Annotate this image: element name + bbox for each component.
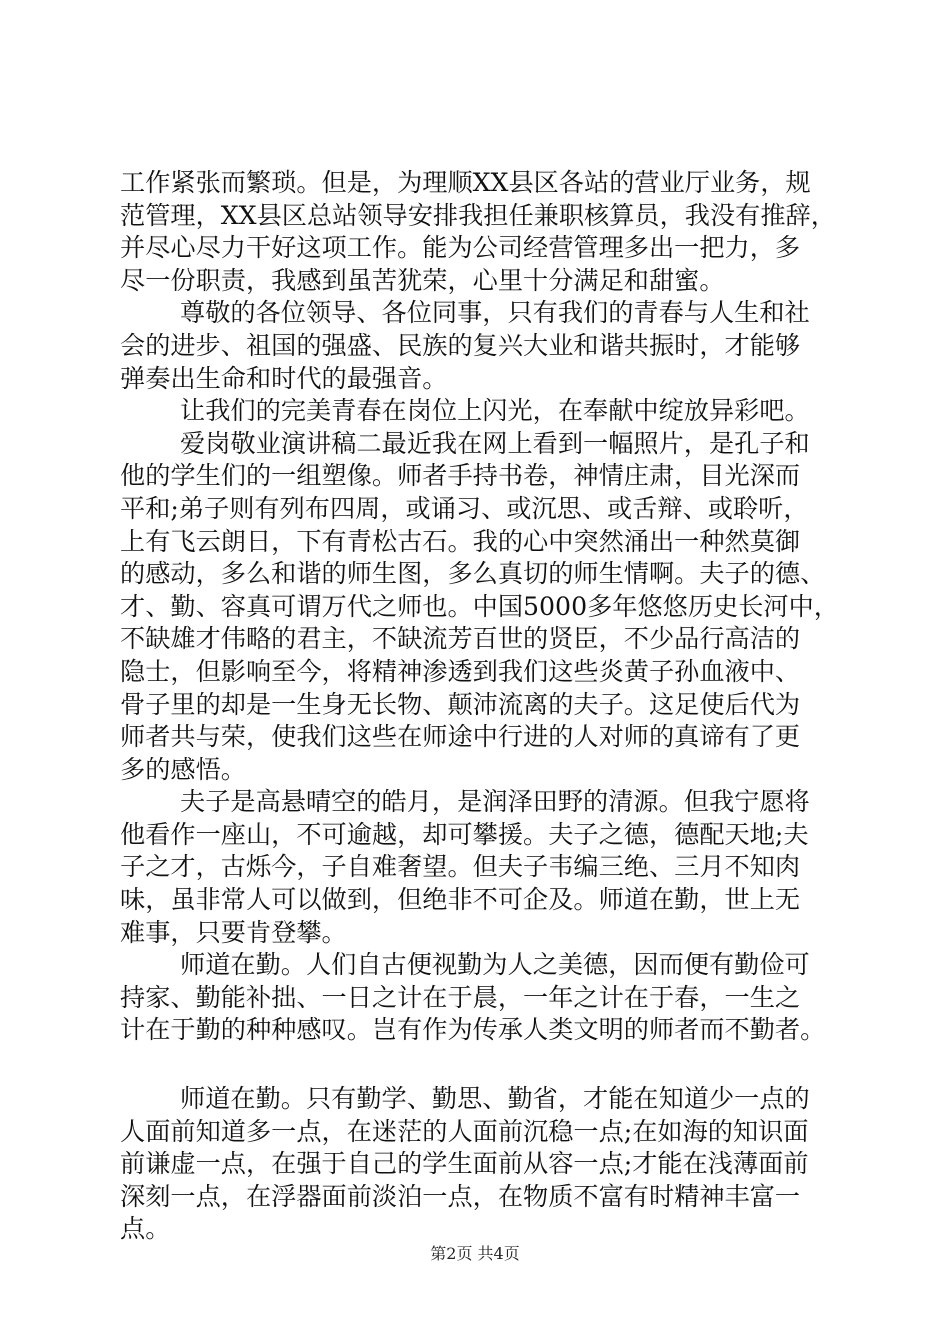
text-line: 会的进步、祖国的强盛、民族的复兴大业和谐共振时，才能够	[120, 330, 801, 360]
text-line: 师道在勤。只有勤学、勤思、勤省，才能在知道少一点的	[180, 1084, 810, 1114]
text-line: 难事，只要肯登攀。	[120, 917, 347, 947]
text-line: 味，虽非常人可以做到，但绝非不可企及。师道在勤，世上无	[120, 885, 801, 915]
paragraph	[120, 395, 840, 428]
text-line: 的感动，多么和谐的师生图，多么真切的师生情啊。夫子的德、	[120, 559, 826, 589]
text-line: 骨子里的却是一生身无长物、颠沛流离的夫子。这足使后代为	[120, 689, 801, 719]
text-line: 深刻一点，在浮器面前淡泊一点，在物质不富有时精神丰富一	[120, 1181, 801, 1211]
paragraph	[120, 1083, 840, 1246]
text-line: 师者共与荣，使我们这些在师途中行进的人对师的真谛有了更	[120, 722, 801, 752]
text-line: 让我们的完美青春在岗位上闪光，在奉献中绽放异彩吧。	[180, 396, 810, 426]
text-line: 他看作一座山，不可逾越，却可攀援。夫子之德，德配天地;夫	[120, 819, 809, 849]
paragraph	[120, 786, 840, 949]
text-line: 隐士，但影响至今，将精神渗透到我们这些炎黄子孙血液中、	[120, 656, 801, 686]
text-line: 弹奏出生命和时代的最强音。	[120, 363, 448, 393]
text-line: 子之才，古烁今，子自难奢望。但夫子韦编三绝、三月不知肉	[120, 852, 801, 882]
text-line: 计在于勤的种种感叹。岂有作为传承人类文明的师者而不勤者。	[120, 1015, 826, 1045]
text-line: 才、勤、容真可谓万代之师也。中国5000多年悠悠历史长河中，	[120, 591, 839, 621]
text-line: 平和;弟子则有列布四周，或诵习、或沉思、或舌辩、或聆听，	[120, 493, 809, 523]
text-line: 师道在勤。人们自古便视勤为人之美德，因而便有勤俭可	[180, 950, 810, 980]
text-line: 夫子是高悬晴空的皓月，是润泽田野的清源。但我宁愿将	[180, 787, 810, 817]
paragraph	[120, 297, 840, 395]
text-line: 前谦虚一点，在强于自己的学生面前从容一点;才能在浅薄面前	[120, 1149, 809, 1179]
document-body	[120, 167, 840, 1246]
page-footer: 第2页 共4页	[430, 1244, 520, 1263]
text-line: 尊敬的各位领导、各位同事，只有我们的青春与人生和社	[180, 298, 810, 328]
paragraph	[120, 167, 840, 297]
text-line: 尽一份职责，我感到虽苦犹荣，心里十分满足和甜蜜。	[120, 265, 725, 295]
text-line: 工作紧张而繁琐。但是，为理顺XX县区各站的营业厅业务，规	[120, 168, 811, 197]
text-line: 不缺雄才伟略的君主，不缺流芳百世的贤臣，不少品行高洁的	[120, 624, 801, 654]
text-line: 人面前知道多一点，在迷茫的人面前沉稳一点;在如海的知识面	[120, 1116, 809, 1146]
text-line: 点。	[120, 1214, 171, 1244]
paragraph-spacer	[120, 1047, 840, 1083]
text-line: 持家、勤能补拙、一日之计在于晨，一年之计在于春，一生之	[120, 982, 801, 1012]
text-line: 并尽心尽力干好这项工作。能为公司经营管理多出一把力，多	[120, 233, 801, 263]
paragraph	[120, 428, 840, 787]
text-line: 上有飞云朗日，下有青松古石。我的心中突然涌出一种然莫御	[120, 526, 801, 556]
text-line: 范管理，XX县区总站领导安排我担任兼职核算员，我没有推辞，	[120, 200, 836, 230]
text-line: 爱岗敬业演讲稿二最近我在网上看到一幅照片，是孔子和	[180, 428, 810, 458]
text-line: 多的感悟。	[120, 754, 246, 784]
paragraph	[120, 949, 840, 1047]
text-line: 他的学生们的一组塑像。师者手持书卷，神情庄肃，目光深而	[120, 461, 801, 491]
